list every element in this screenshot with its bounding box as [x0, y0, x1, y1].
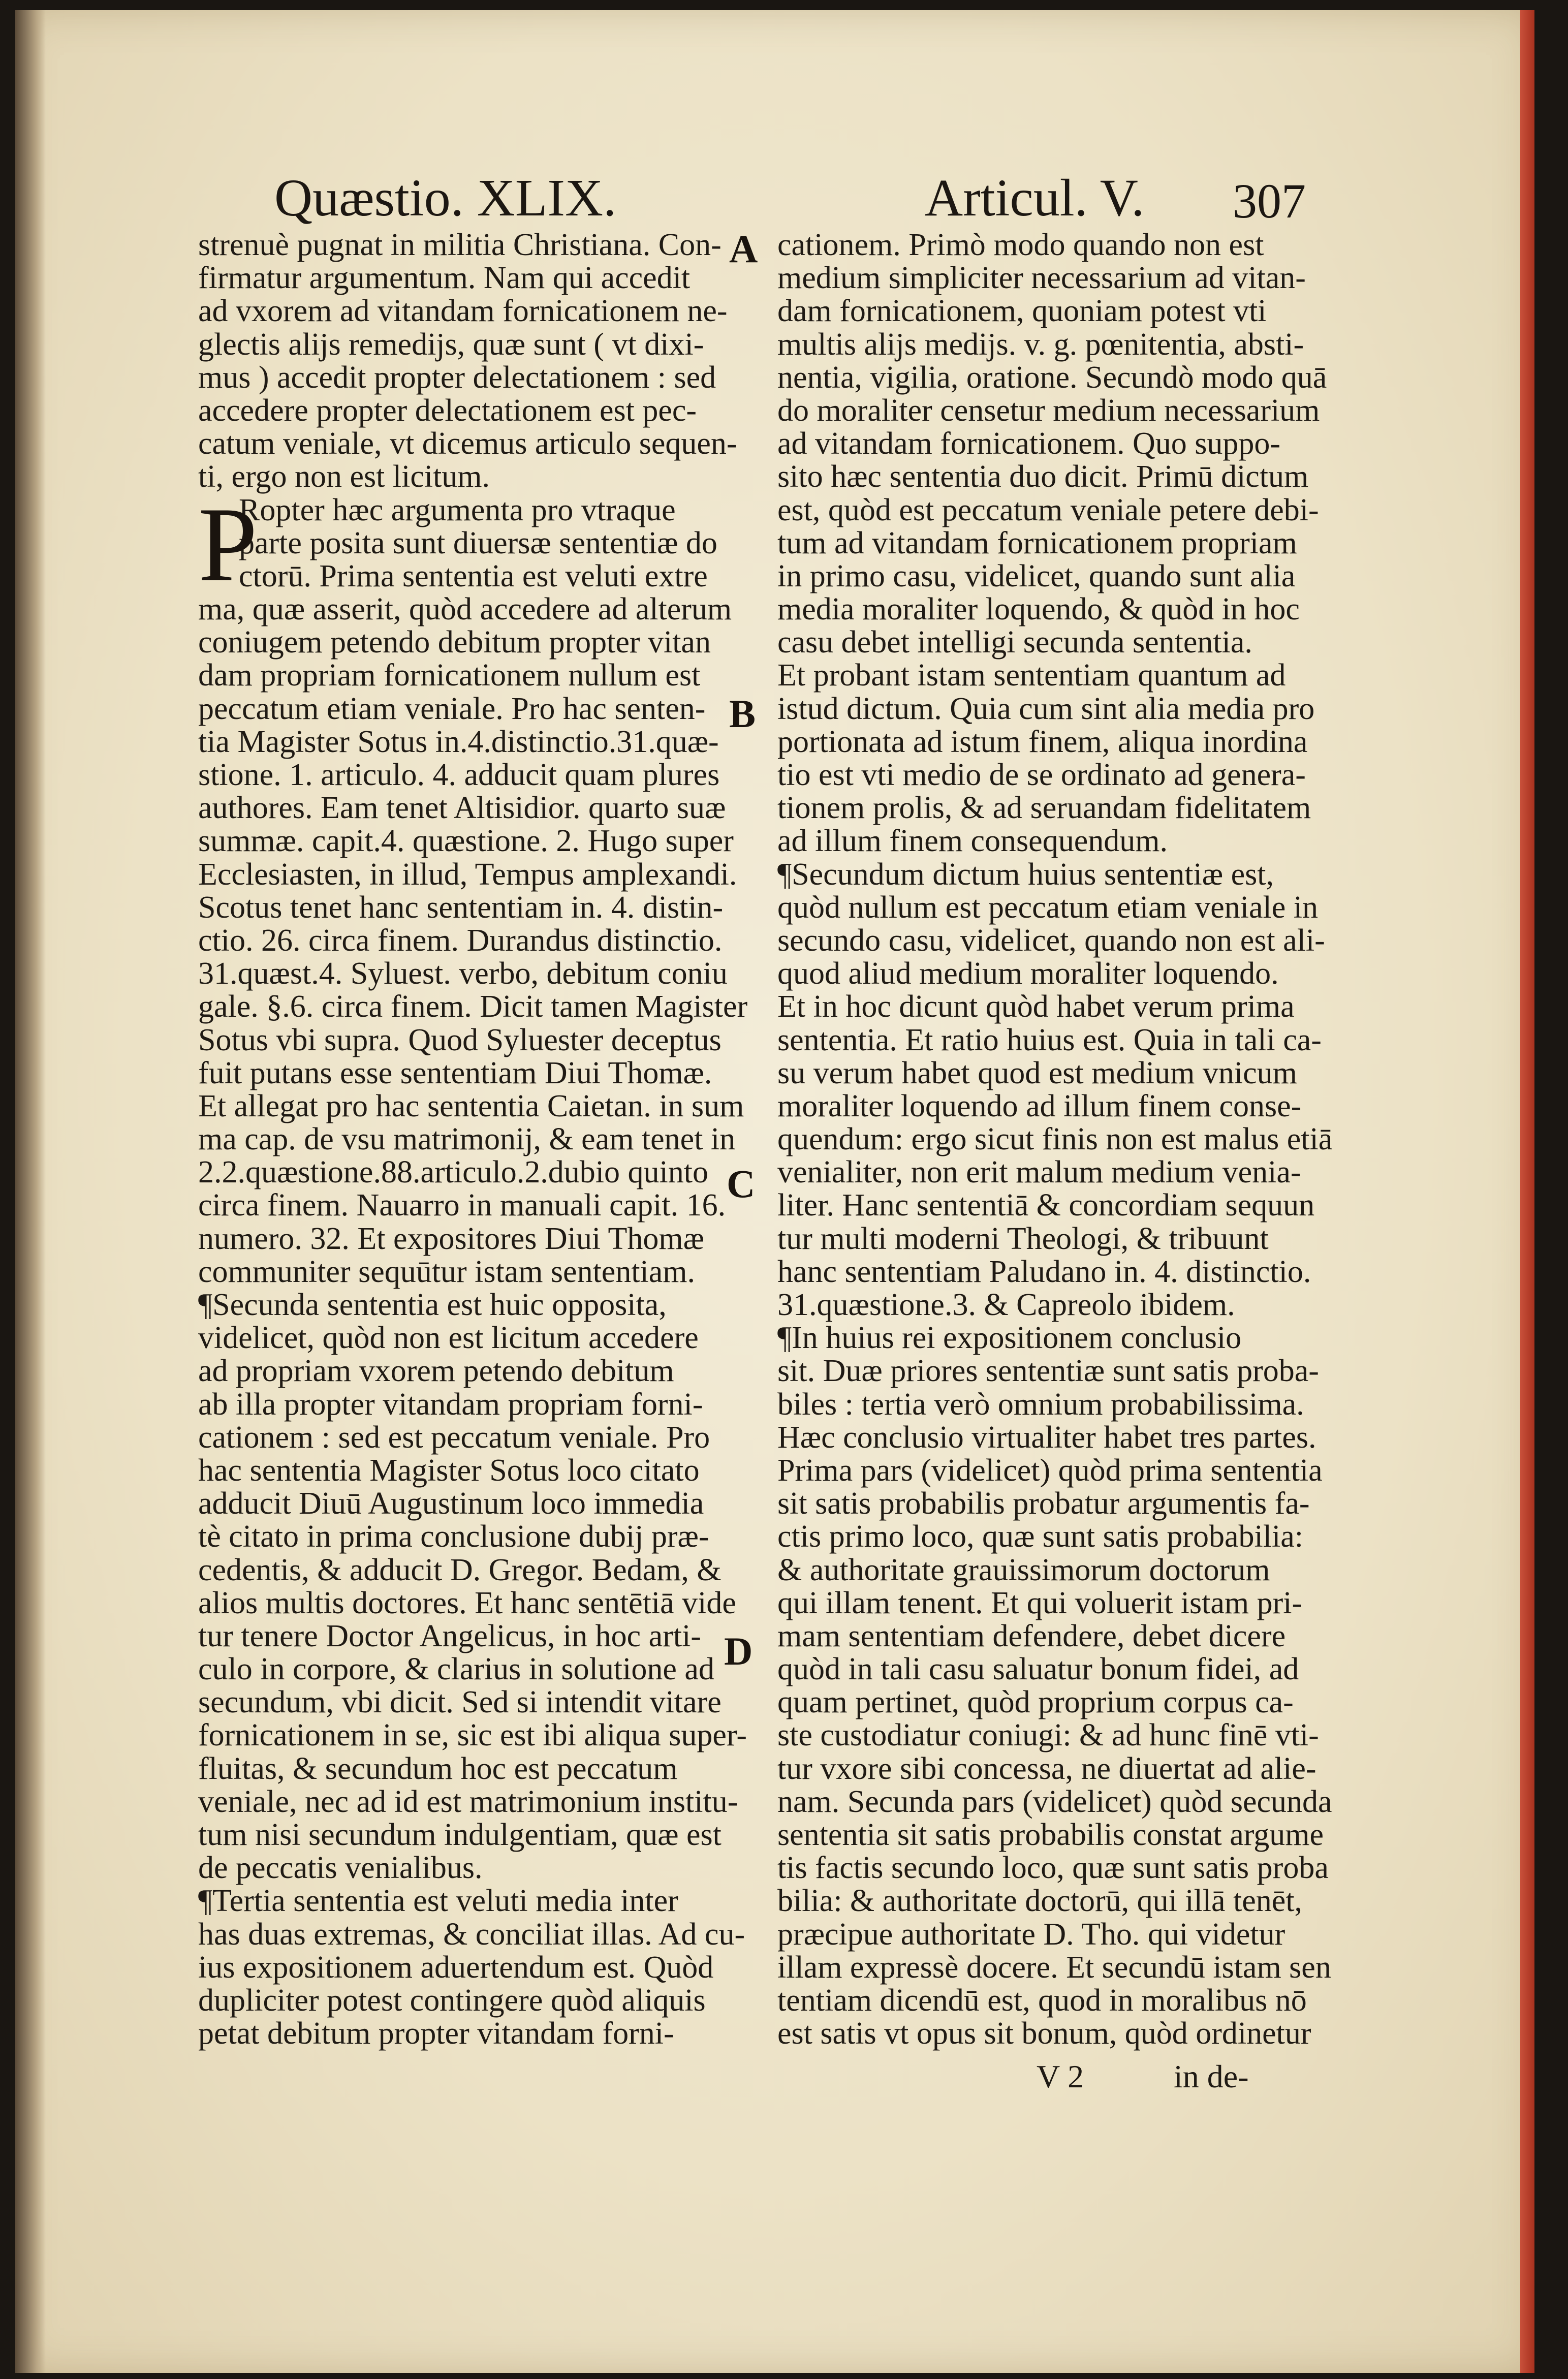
- text-line: portionata ad istum finem, aliqua inordina: [777, 724, 1308, 759]
- text-line: petat debitum propter vitandam forni-: [198, 2016, 674, 2051]
- text-line: tè citato in prima conclusione dubij præ-: [198, 1519, 709, 1554]
- text-line: dam propriam fornicationem nullum est: [198, 658, 701, 693]
- text-line: secundum, vbi dicit. Sed si intendit vitare: [198, 1685, 722, 1720]
- text-line: quod aliud medium moraliter loquendo.: [777, 956, 1279, 991]
- text-line: mus ) accedit propter delectationem : sed: [198, 360, 716, 395]
- text-line: cedentis, & adducit D. Gregor. Bedam, &: [198, 1552, 722, 1587]
- text-line: Scotus tenet hanc sententiam in. 4. distin-: [198, 890, 724, 925]
- text-line: tentiam dicendū est, quod in moralibus nō: [777, 1983, 1307, 2018]
- text-line: veniale, nec ad id est matrimonium institu-: [198, 1784, 738, 1819]
- text-line: tionem prolis, & ad seruandam fidelitatem: [777, 791, 1311, 826]
- binding-gutter: [15, 10, 46, 2373]
- text-line: 31.quæstione.3. & Capreolo ibidem.: [777, 1288, 1235, 1322]
- text-line: ti, ergo non est licitum.: [198, 459, 490, 494]
- text-line: sit satis probabilis probatur argumentis fa-: [777, 1486, 1310, 1521]
- text-line: communiter sequūtur istam sententiam.: [198, 1254, 696, 1289]
- text-line: Sotus vbi supra. Quod Syluester deceptus: [198, 1022, 722, 1057]
- text-line: catum veniale, vt dicemus articulo sequen-: [198, 426, 737, 461]
- text-line: coniugem petendo debitum propter vitan: [198, 625, 711, 660]
- text-line: multis alijs medijs. v. g. pœnitentia, absti-: [777, 327, 1304, 362]
- text-line: media moraliter loquendo, & quòd in hoc: [777, 592, 1300, 627]
- text-line: bilia: & authoritate doctorū, qui illā tenēt,: [777, 1884, 1303, 1919]
- red-page-edge: [1520, 10, 1534, 2373]
- text-line: moraliter loquendo ad illum finem conse-: [777, 1088, 1302, 1123]
- text-line: dupliciter potest contingere quòd aliquis: [198, 1983, 706, 2018]
- question-heading: Quæstio. XLIX.: [274, 169, 617, 227]
- running-head: [274, 158, 1306, 234]
- text-line: Prima pars (videlicet) quòd prima sententia: [777, 1453, 1323, 1488]
- text-line: quam pertinet, quòd proprium corpus ca-: [777, 1685, 1294, 1720]
- text-line: gale. §.6. circa finem. Dicit tamen Magister: [198, 989, 748, 1024]
- text-line: 2.2.quæstione.88.articulo.2.dubio quinto: [198, 1155, 708, 1190]
- text-line: de peccatis venialibus.: [198, 1851, 483, 1886]
- text-line: videlicet, quòd non est licitum accedere: [198, 1321, 699, 1356]
- text-line: adducit Diuū Augustinum loco immedia: [198, 1486, 704, 1521]
- text-line: ab illa propter vitandam propriam forni-: [198, 1387, 703, 1422]
- text-line: casu debet intelligi secunda sententia.: [777, 625, 1252, 660]
- text-line: ad propriam vxorem petendo debitum: [198, 1354, 674, 1389]
- text-line: hac sententia Magister Sotus loco citato: [198, 1453, 700, 1488]
- signature-mark: V 2: [1037, 2058, 1084, 2094]
- text-line: tio est vti medio de se ordinato ad genera-: [777, 758, 1306, 792]
- text-line: su verum habet quod est medium vnicum: [777, 1055, 1297, 1090]
- text-line: Ecclesiasten, in illud, Tempus amplexandi.: [198, 857, 737, 892]
- text-line: ste custodiatur coniugi: & ad hunc finē vti-: [777, 1718, 1319, 1753]
- text-line: & authoritate grauissimorum doctorum: [777, 1552, 1270, 1587]
- text-line: ctis primo loco, quæ sunt satis probabilia:: [777, 1519, 1303, 1554]
- text-line: ¶Tertia sententia est veluti media inter: [198, 1884, 678, 1919]
- text-line: secundo casu, videlicet, quando non est ali-: [777, 923, 1325, 958]
- text-line: est satis vt opus sit bonum, quòd ordinetur: [777, 2016, 1311, 2051]
- text-line: mam sententiam defendere, debet dicere: [777, 1618, 1286, 1653]
- text-line: liter. Hanc sententiā & concordiam sequun: [777, 1188, 1315, 1223]
- text-line: stione. 1. articulo. 4. adducit quam plures: [198, 758, 720, 792]
- text-line: tia Magister Sotus in.4.distinctio.31.quæ-: [198, 724, 719, 759]
- text-line: sit. Duæ priores sententiæ sunt satis proba-: [777, 1354, 1319, 1389]
- text-line: authores. Eam tenet Altisidior. quarto suæ: [198, 791, 726, 826]
- text-line: fornicationem in se, sic est ibi aliqua super-: [198, 1718, 747, 1753]
- text-line: fuit putans esse sententiam Diui Thomæ.: [198, 1055, 712, 1090]
- text-line: ¶Secundum dictum huius sententiæ est,: [777, 857, 1274, 892]
- text-line: circa finem. Nauarro in manuali capit. 16.: [198, 1188, 726, 1223]
- text-line: nentia, vigilia, oratione. Secundò modo quā: [777, 360, 1327, 395]
- margin-letter-d: D: [724, 1629, 753, 1673]
- text-line: ctio. 26. circa finem. Durandus distinctio.: [198, 923, 723, 958]
- page-number: 307: [1233, 174, 1306, 228]
- text-line: tum nisi secundum indulgentiam, quæ est: [198, 1818, 722, 1852]
- text-line: quòd in tali casu saluatur bonum fidei, ad: [777, 1652, 1299, 1687]
- text-line: est, quòd est peccatum veniale petere debi-: [777, 492, 1319, 527]
- text-line: cationem : sed est peccatum veniale. Pro: [198, 1420, 710, 1455]
- margin-letter-c: C: [727, 1162, 756, 1206]
- text-line: dam fornicationem, quoniam potest vti: [777, 294, 1267, 329]
- text-line: Et allegat pro hac sententia Caietan. in sum: [198, 1088, 744, 1123]
- book-page: [15, 10, 1534, 2373]
- text-line: ma cap. de vsu matrimonij, & eam tenet in: [198, 1122, 736, 1157]
- text-line: peccatum etiam veniale. Pro hac senten-: [198, 691, 706, 726]
- text-line: strenuè pugnat in militia Christiana. Con-: [198, 228, 722, 262]
- text-line: hanc sententiam Paludano in. 4. distinctio.: [777, 1254, 1311, 1289]
- text-line: ad illum finem consequendum.: [777, 824, 1168, 859]
- article-heading: Articul. V.: [925, 169, 1145, 227]
- dropcap-paragraph: [198, 485, 717, 604]
- text-line: biles : tertia verò omnium probabilissima.: [777, 1387, 1304, 1422]
- catchword: in de-: [1174, 2058, 1249, 2094]
- text-line: sito hæc sententia duo dicit. Primū dictum: [777, 459, 1309, 494]
- text-line: sententia sit satis probabilis constat argume: [777, 1818, 1324, 1852]
- text-line: culo in corpore, & clarius in solutione ad: [198, 1652, 714, 1687]
- text-line: parte posita sunt diuersæ sententiæ do: [239, 525, 717, 560]
- text-line: summæ. capit.4. quæstione. 2. Hugo super: [198, 824, 734, 859]
- text-line: istud dictum. Quia cum sint alia media pro: [777, 691, 1315, 726]
- text-line: medium simpliciter necessarium ad vitan-: [777, 261, 1306, 296]
- text-line: tur multi moderni Theologi, & tribuunt: [777, 1221, 1269, 1256]
- text-line: ¶Secunda sententia est huic opposita,: [198, 1288, 667, 1322]
- text-line: fluitas, & secundum hoc est peccatum: [198, 1751, 678, 1786]
- margin-letter-b: B: [729, 692, 756, 736]
- text-line: Et probant istam sententiam quantum ad: [777, 658, 1286, 693]
- text-line: cationem. Primò modo quando non est: [777, 228, 1264, 262]
- right-column: [777, 228, 1333, 2051]
- text-line: Hæc conclusio virtualiter habet tres partes.: [777, 1420, 1316, 1455]
- text-line: in primo casu, videlicet, quando sunt alia: [777, 558, 1296, 593]
- text-line: 31.quæst.4. Syluest. verbo, debitum coniu: [198, 956, 728, 991]
- text-line: tur vxore sibi concessa, ne diuertat ad alie-: [777, 1751, 1316, 1786]
- text-line: tur tenere Doctor Angelicus, in hoc arti-: [198, 1618, 701, 1653]
- text-line: illam expressè docere. Et secundū istam sen: [777, 1950, 1331, 1985]
- text-line: quòd nullum est peccatum etiam veniale in: [777, 890, 1319, 925]
- text-line: præcipue authoritate D. Tho. qui videtur: [777, 1917, 1285, 1952]
- text-line: glectis alijs remedijs, quæ sunt ( vt dixi-: [198, 327, 704, 362]
- text-line: ius expositionem aduertendum est. Quòd: [198, 1950, 714, 1985]
- text-line: tum ad vitandam fornicationem propriam: [777, 525, 1297, 560]
- margin-letter-a: A: [729, 227, 758, 271]
- text-line: qui illam tenent. Et qui voluerit istam pri-: [777, 1585, 1303, 1620]
- text-line: numero. 32. Et expositores Diui Thomæ: [198, 1221, 704, 1256]
- left-column: [198, 228, 748, 2051]
- text-line: ad vxorem ad vitandam fornicationem ne-: [198, 294, 728, 329]
- text-line: venialiter, non erit malum medium venia-: [777, 1155, 1301, 1190]
- text-line: ad vitandam fornicationem. Quo suppo-: [777, 426, 1281, 461]
- text-line: ¶In huius rei expositionem conclusio: [777, 1321, 1242, 1356]
- text-line: ma, quæ asserit, quòd accedere ad alterum: [198, 592, 732, 627]
- dropcap-letter: P: [198, 485, 258, 604]
- text-line: tis factis secundo loco, quæ sunt satis proba: [777, 1851, 1329, 1886]
- text-line: Ropter hæc argumenta pro vtraque: [239, 492, 676, 527]
- text-line: nam. Secunda pars (videlicet) quòd secunda: [777, 1784, 1332, 1819]
- text-line: firmatur argumentum. Nam qui accedit: [198, 261, 691, 296]
- text-line: sententia. Et ratio huius est. Quia in tali ca-: [777, 1022, 1322, 1057]
- text-line: do moraliter censetur medium necessarium: [777, 393, 1320, 428]
- text-line: accedere propter delectationem est pec-: [198, 393, 697, 428]
- text-line: quendum: ergo sicut finis non est malus etiā: [777, 1122, 1333, 1157]
- text-line: Et in hoc dicunt quòd habet verum prima: [777, 989, 1295, 1024]
- text-line: ctorū. Prima sententia est veluti extre: [239, 558, 708, 593]
- text-line: alios multis doctores. Et hanc sentētiā vide: [198, 1585, 736, 1620]
- text-line: has duas extremas, & conciliat illas. Ad cu-: [198, 1917, 745, 1952]
